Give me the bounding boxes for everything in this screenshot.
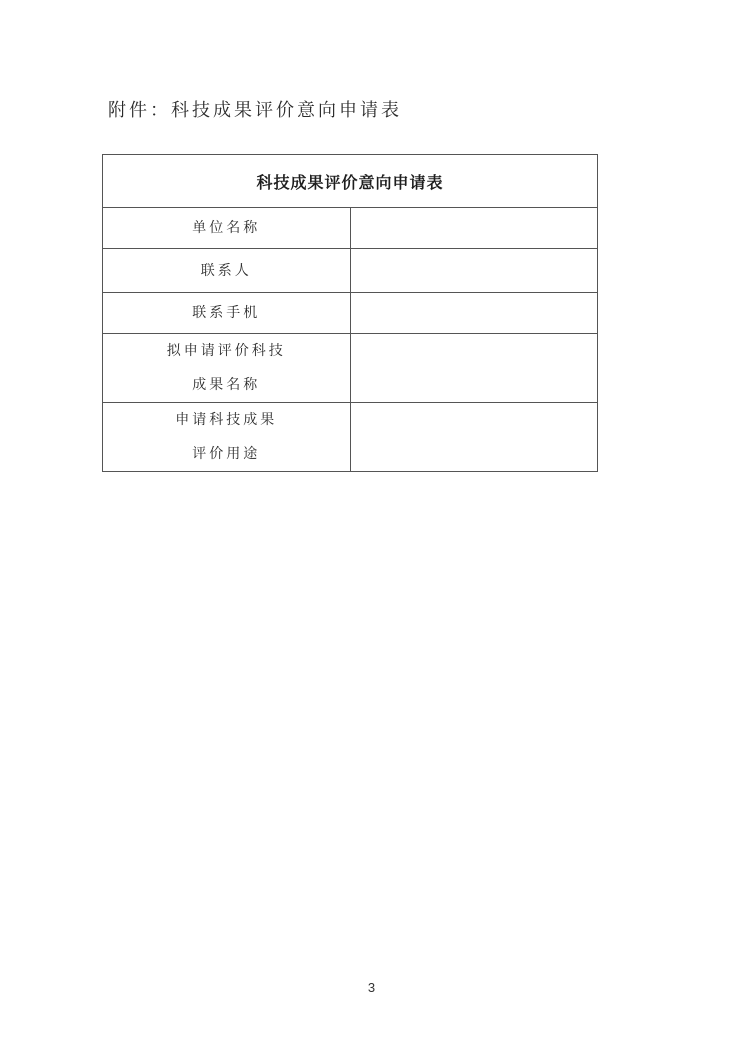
field-contact-phone[interactable] [350,293,598,334]
form-row-achievement-name [103,334,598,403]
field-unit-name[interactable] [350,208,598,249]
form-title: 科技成果评价意向申请表 [103,155,598,208]
label-line: 联系人 [200,262,252,279]
page-number: 3 [367,980,376,995]
label-line: 联系手机 [192,305,261,321]
form-row-contact-phone [103,293,598,334]
field-achievement-name[interactable] [350,334,598,403]
label-evaluation-purpose [103,403,351,472]
label-line: 申请科技成果 [175,412,278,428]
form-row-contact-person [103,249,598,293]
form-row-unit-name [103,208,598,249]
label-line: 成果名称 [192,377,261,393]
label-contact-phone [103,293,351,334]
application-form-table [102,154,598,472]
label-line: 拟申请评价科技 [166,343,286,359]
label-achievement-name [103,334,351,403]
label-line: 单位名称 [192,220,261,236]
field-contact-person[interactable] [350,249,598,293]
label-contact-person [103,249,351,293]
attachment-heading: 附件：科技成果评价意向申请表 [108,100,402,121]
form-title-row [103,155,598,208]
label-line: 评价用途 [192,446,261,462]
field-evaluation-purpose[interactable] [350,403,598,472]
form-row-evaluation-purpose [103,403,598,472]
label-unit-name [103,208,351,249]
